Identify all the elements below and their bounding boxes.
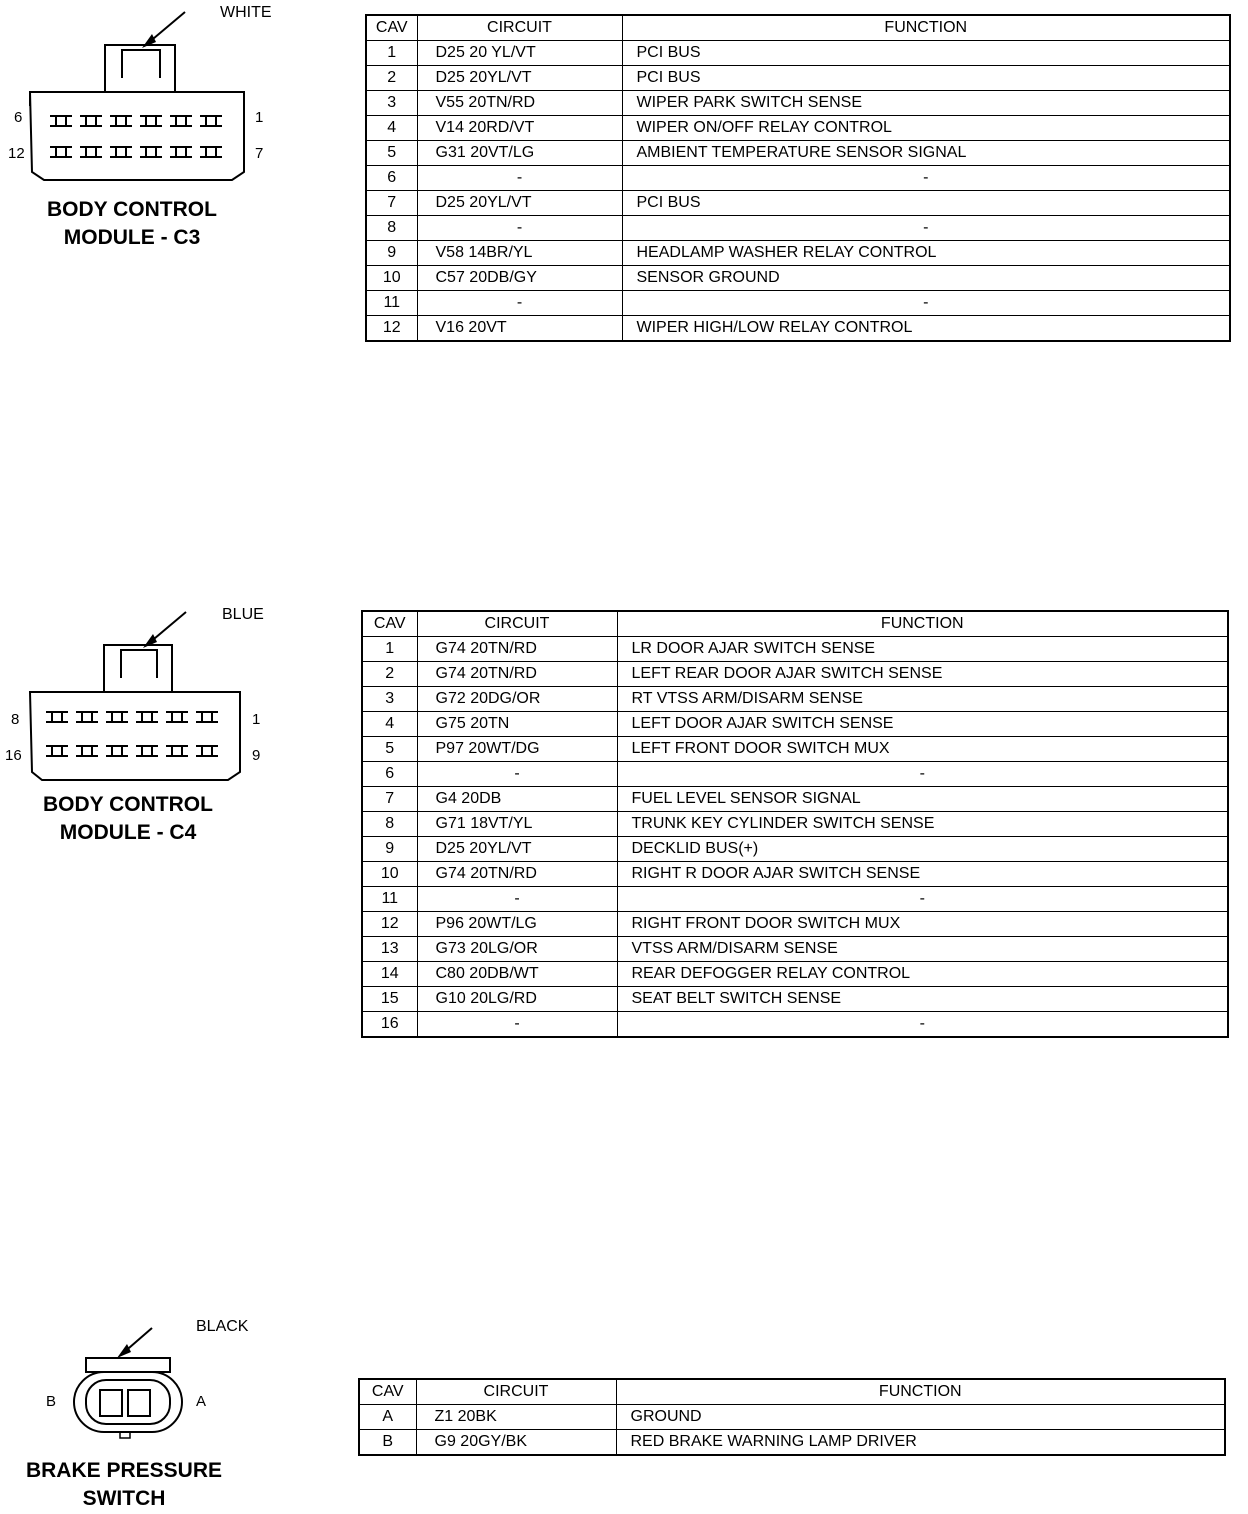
table-row — [366, 41, 1230, 66]
circuit-cell: V58 14BR/YL — [417, 241, 622, 266]
header-circuit: CIRCUIT — [417, 15, 622, 41]
header-function: FUNCTION — [616, 1379, 1225, 1405]
function-cell: FUEL LEVEL SENSOR SIGNAL — [617, 787, 1228, 812]
cav-cell: 2 — [362, 662, 417, 687]
table-row — [366, 241, 1230, 266]
table-row — [362, 937, 1228, 962]
table-row — [362, 862, 1228, 887]
circuit-cell: - — [417, 887, 617, 912]
connector-c3-icon — [0, 0, 300, 200]
header-cav: CAV — [359, 1379, 416, 1405]
circuit-cell: - — [417, 216, 622, 241]
cav-cell: 9 — [362, 837, 417, 862]
table-row — [366, 216, 1230, 241]
function-cell: LEFT DOOR AJAR SWITCH SENSE — [617, 712, 1228, 737]
connector-c4-icon — [0, 600, 300, 800]
cav-cell: 3 — [362, 687, 417, 712]
table-row — [366, 266, 1230, 291]
circuit-cell: D25 20 YL/VT — [417, 41, 622, 66]
connector-name-line2: MODULE - C3 — [63, 226, 201, 249]
table-row — [362, 687, 1228, 712]
circuit-cell: G74 20TN/RD — [417, 637, 617, 662]
pin-number-label: 9 — [252, 747, 261, 764]
circuit-cell: G74 20TN/RD — [417, 662, 617, 687]
connector-name-line1: BODY CONTROL — [47, 198, 217, 221]
circuit-cell: - — [417, 166, 622, 191]
table-row — [359, 1405, 1225, 1430]
function-cell: SENSOR GROUND — [622, 266, 1230, 291]
pin-number-label: 8 — [11, 711, 20, 728]
table-header-row — [362, 611, 1228, 637]
circuit-cell: P97 20WT/DG — [417, 737, 617, 762]
table-row — [366, 91, 1230, 116]
function-cell: - — [617, 887, 1228, 912]
function-cell: WIPER PARK SWITCH SENSE — [622, 91, 1230, 116]
cav-cell: 11 — [362, 887, 417, 912]
cav-cell: 6 — [366, 166, 417, 191]
pinout-table-c4 — [361, 610, 1229, 1038]
connector-name — [8, 791, 248, 847]
circuit-cell: G75 20TN — [417, 712, 617, 737]
table-row — [362, 962, 1228, 987]
function-cell: TRUNK KEY CYLINDER SWITCH SENSE — [617, 812, 1228, 837]
cav-cell: 10 — [366, 266, 417, 291]
connector-section-c4 — [0, 600, 1248, 1050]
header-circuit: CIRCUIT — [417, 611, 617, 637]
pin-letter-label: A — [196, 1393, 207, 1410]
connector-name — [12, 196, 252, 252]
pinout-table-brake-switch — [358, 1378, 1226, 1456]
function-cell: LR DOOR AJAR SWITCH SENSE — [617, 637, 1228, 662]
circuit-cell: - — [417, 291, 622, 316]
cav-cell: 6 — [362, 762, 417, 787]
connector-name — [4, 1457, 244, 1513]
header-cav: CAV — [366, 15, 417, 41]
cav-cell: 5 — [362, 737, 417, 762]
function-cell: PCI BUS — [622, 41, 1230, 66]
circuit-cell: D25 20YL/VT — [417, 191, 622, 216]
connector-name-line2: MODULE - C4 — [59, 821, 197, 844]
cav-cell: 4 — [362, 712, 417, 737]
header-function: FUNCTION — [622, 15, 1230, 41]
table-header-row — [366, 15, 1230, 41]
table-row — [362, 637, 1228, 662]
cav-cell: 3 — [366, 91, 417, 116]
table-row — [366, 66, 1230, 91]
function-cell: LEFT REAR DOOR AJAR SWITCH SENSE — [617, 662, 1228, 687]
connector-section-c3 — [0, 0, 1248, 360]
table-row — [362, 1012, 1228, 1038]
function-cell: PCI BUS — [622, 66, 1230, 91]
cav-cell: 12 — [362, 912, 417, 937]
table-row — [366, 141, 1230, 166]
table-row — [362, 787, 1228, 812]
table-row — [362, 987, 1228, 1012]
function-cell: RIGHT R DOOR AJAR SWITCH SENSE — [617, 862, 1228, 887]
table-row — [362, 812, 1228, 837]
cav-cell: 12 — [366, 316, 417, 342]
table-row — [366, 166, 1230, 191]
table-body — [359, 1405, 1225, 1456]
circuit-cell: G73 20LG/OR — [417, 937, 617, 962]
table-row — [362, 662, 1228, 687]
circuit-cell: G4 20DB — [417, 787, 617, 812]
circuit-cell: V16 20VT — [417, 316, 622, 342]
function-cell: - — [617, 762, 1228, 787]
circuit-cell: G31 20VT/LG — [417, 141, 622, 166]
function-cell: - — [617, 1012, 1228, 1038]
circuit-cell: D25 20YL/VT — [417, 837, 617, 862]
table-header-row — [359, 1379, 1225, 1405]
function-cell: WIPER HIGH/LOW RELAY CONTROL — [622, 316, 1230, 342]
table-row — [362, 837, 1228, 862]
connector-name-line2: SWITCH — [82, 1487, 166, 1510]
pin-number-label: 7 — [255, 145, 264, 162]
pin-number-label: 12 — [8, 145, 25, 162]
connector-c4-drawing — [0, 600, 300, 844]
table-row — [366, 291, 1230, 316]
function-cell: WIPER ON/OFF RELAY CONTROL — [622, 116, 1230, 141]
circuit-cell: G74 20TN/RD — [417, 862, 617, 887]
connector-section-brake-switch — [0, 1310, 1248, 1514]
cav-cell: 5 — [366, 141, 417, 166]
cav-cell: 11 — [366, 291, 417, 316]
table-body — [362, 637, 1228, 1038]
cav-cell: 4 — [366, 116, 417, 141]
cav-cell: 8 — [362, 812, 417, 837]
cav-cell: 1 — [366, 41, 417, 66]
circuit-cell: V55 20TN/RD — [417, 91, 622, 116]
cav-cell: 7 — [362, 787, 417, 812]
connector-name-line1: BODY CONTROL — [43, 793, 213, 816]
circuit-cell: G9 20GY/BK — [416, 1430, 616, 1456]
circuit-cell: G71 18VT/YL — [417, 812, 617, 837]
cav-cell: 2 — [366, 66, 417, 91]
function-cell: - — [622, 291, 1230, 316]
pinout-table-c3 — [365, 14, 1231, 342]
circuit-cell: G72 20DG/OR — [417, 687, 617, 712]
cav-cell: 10 — [362, 862, 417, 887]
table-row — [362, 737, 1228, 762]
function-cell: HEADLAMP WASHER RELAY CONTROL — [622, 241, 1230, 266]
function-cell: AMBIENT TEMPERATURE SENSOR SIGNAL — [622, 141, 1230, 166]
circuit-cell: V14 20RD/VT — [417, 116, 622, 141]
function-cell: - — [622, 216, 1230, 241]
circuit-cell: C57 20DB/GY — [417, 266, 622, 291]
function-cell: PCI BUS — [622, 191, 1230, 216]
cav-cell: 7 — [366, 191, 417, 216]
function-cell: RED BRAKE WARNING LAMP DRIVER — [616, 1430, 1225, 1456]
circuit-cell: C80 20DB/WT — [417, 962, 617, 987]
cav-cell: 14 — [362, 962, 417, 987]
cav-cell: 15 — [362, 987, 417, 1012]
connector-color-label: BLUE — [222, 606, 264, 623]
circuit-cell: - — [417, 762, 617, 787]
table-row — [362, 762, 1228, 787]
circuit-cell: - — [417, 1012, 617, 1038]
circuit-cell: P96 20WT/LG — [417, 912, 617, 937]
header-function: FUNCTION — [617, 611, 1228, 637]
header-circuit: CIRCUIT — [416, 1379, 616, 1405]
pin-number-label: 1 — [252, 711, 261, 728]
table-body — [366, 41, 1230, 342]
function-cell: REAR DEFOGGER RELAY CONTROL — [617, 962, 1228, 987]
function-cell: SEAT BELT SWITCH SENSE — [617, 987, 1228, 1012]
table-row — [366, 116, 1230, 141]
cav-cell: 8 — [366, 216, 417, 241]
function-cell: VTSS ARM/DISARM SENSE — [617, 937, 1228, 962]
circuit-cell: G10 20LG/RD — [417, 987, 617, 1012]
table-row — [362, 887, 1228, 912]
connector-brake-drawing — [0, 1310, 260, 1510]
connector-c3-drawing — [0, 0, 300, 249]
circuit-cell: Z1 20BK — [416, 1405, 616, 1430]
cav-cell: 13 — [362, 937, 417, 962]
connector-color-label: BLACK — [196, 1318, 249, 1335]
connector-name-line1: BRAKE PRESSURE — [25, 1459, 223, 1482]
table-row — [359, 1430, 1225, 1456]
connector-color-label: WHITE — [220, 4, 272, 21]
pin-number-label: 16 — [5, 747, 22, 764]
cav-cell: 16 — [362, 1012, 417, 1038]
table-row — [366, 316, 1230, 342]
cav-cell: 1 — [362, 637, 417, 662]
function-cell: RT VTSS ARM/DISARM SENSE — [617, 687, 1228, 712]
function-cell: LEFT FRONT DOOR SWITCH MUX — [617, 737, 1228, 762]
cav-cell: A — [359, 1405, 416, 1430]
cav-cell: 9 — [366, 241, 417, 266]
cav-cell: B — [359, 1430, 416, 1456]
table-row — [362, 912, 1228, 937]
pin-letter-label: B — [46, 1393, 57, 1410]
table-row — [362, 712, 1228, 737]
header-cav: CAV — [362, 611, 417, 637]
function-cell: RIGHT FRONT DOOR SWITCH MUX — [617, 912, 1228, 937]
pin-number-label: 6 — [14, 109, 23, 126]
pin-number-label: 1 — [255, 109, 264, 126]
function-cell: GROUND — [616, 1405, 1225, 1430]
table-row — [366, 191, 1230, 216]
function-cell: - — [622, 166, 1230, 191]
circuit-cell: D25 20YL/VT — [417, 66, 622, 91]
function-cell: DECKLID BUS(+) — [617, 837, 1228, 862]
